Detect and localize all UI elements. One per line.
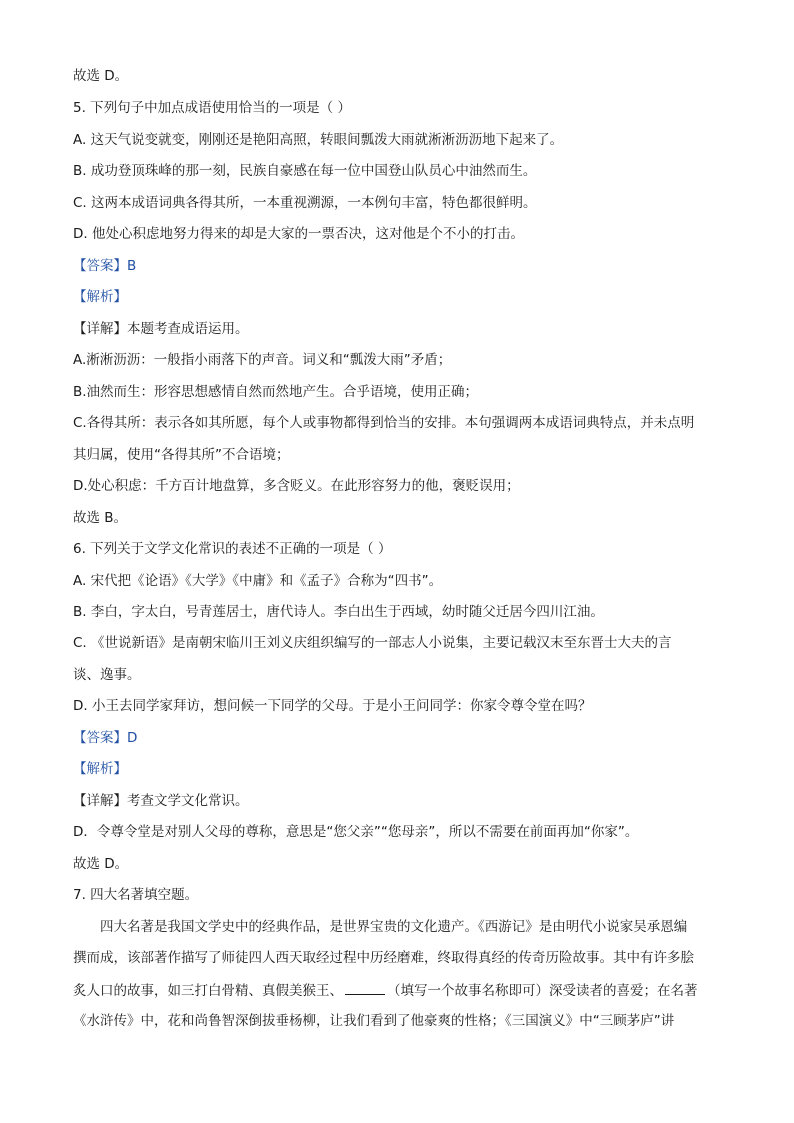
answer-label: 【答案】B xyxy=(73,258,137,274)
analysis-label: 【解析】 xyxy=(73,761,127,777)
question-6-stem: 6. 下列关于文学文化常识的表述不正确的一项是（ ） xyxy=(73,541,392,557)
detail-line: 【详解】考查文学文化常识。 xyxy=(73,793,249,809)
analysis-label: 【解析】 xyxy=(73,289,127,305)
question-6-option-a: A. 宋代把《论语》《大学》《中庸》和《孟子》合称为“四书”。 xyxy=(73,573,443,589)
question-6-option-b: B. 李白，字太白，号青莲居士，唐代诗人。李白出生于西域，幼时随父迁居今四川江油。 xyxy=(73,604,604,620)
text-line: 谈、逸事。 xyxy=(73,667,141,683)
question-5-option-c: C. 这两本成语词典各得其所，一本重视溯源，一本例句丰富，特色都很鲜明。 xyxy=(73,195,537,211)
paragraph-line-with-blank xyxy=(73,981,723,999)
text-line: D.处心积虑：千方百计地盘算，多含贬义。在此形容努力的他，褒贬误用； xyxy=(73,478,520,494)
text-line: 故选 D。 xyxy=(73,68,129,84)
text-line: 其归属，使用“各得其所”不合语境； xyxy=(73,447,290,463)
question-6-option-d: D. 小王去同学家拜访，想问候一下同学的父母。于是小王问同学：你家令尊令堂在吗？ xyxy=(73,698,592,714)
paragraph-line: 四大名著是我国文学史中的经典作品，是世界宝贵的文化遗产。《西游记》是由明代小说家吴承恩编 xyxy=(100,919,688,935)
question-6-option-c: C. 《世说新语》是南朝宋临川王刘义庆组织编写的一部志人小说集，主要记载汉末至东晋士大夫的言 xyxy=(73,635,672,651)
text-line: 故选 B。 xyxy=(73,510,128,526)
paragraph-text: （填写一个故事名称即可）深受读者的喜爱；在名著 xyxy=(387,983,698,999)
text-line: A.淅淅沥沥：一般指小雨落下的声音。词义和“瓢泼大雨”矛盾； xyxy=(73,352,452,368)
question-5-option-a: A. 这天气说变就变，刚刚还是艳阳高照，转眼间瓢泼大雨就淅淅沥沥地下起来了。 xyxy=(73,132,564,148)
detail-line: 【详解】本题考查成语运用。 xyxy=(73,321,249,337)
text-line: B.油然而生：形容思想感情自然而然地产生。合乎语境，使用正确； xyxy=(73,384,479,400)
text-line: 故选 D。 xyxy=(73,856,129,872)
text-line: C.各得其所：表示各如其所愿，每个人或事物都得到恰当的安排。本句强调两本成语词典特点，并未点明 xyxy=(73,415,695,431)
question-5-option-d: D. 他处心积虑地努力得来的却是大家的一票否决，这对他是个不小的打击。 xyxy=(73,226,524,242)
paragraph-line: 撰而成，该部著作描写了师徒四人西天取经过程中历经磨难，终取得真经的传奇历险故事。其中有许多脍 xyxy=(73,950,694,966)
question-5-option-b: B. 成功登顶珠峰的那一刻，民族自豪感在每一位中国登山队员心中油然而生。 xyxy=(73,163,537,179)
answer-label: 【答案】D xyxy=(73,730,138,746)
question-5-stem: 5. 下列句子中加点成语使用恰当的一项是（ ） xyxy=(73,100,351,116)
paragraph-text: 炙人口的故事，如三打白骨精、真假美猴王、 xyxy=(73,983,343,999)
question-7-stem: 7. 四大名著填空题。 xyxy=(73,887,199,903)
text-line: D．令尊令堂是对别人父母的尊称，意思是“您父亲”“您母亲”，所以不需要在前面再加“你家”。 xyxy=(73,824,639,840)
paragraph-line: 《水浒传》中，花和尚鲁智深倒拔垂杨柳，让我们看到了他豪爽的性格；《三国演义》中“三顾茅庐”讲 xyxy=(73,1013,675,1029)
fill-in-blank[interactable] xyxy=(345,981,385,995)
